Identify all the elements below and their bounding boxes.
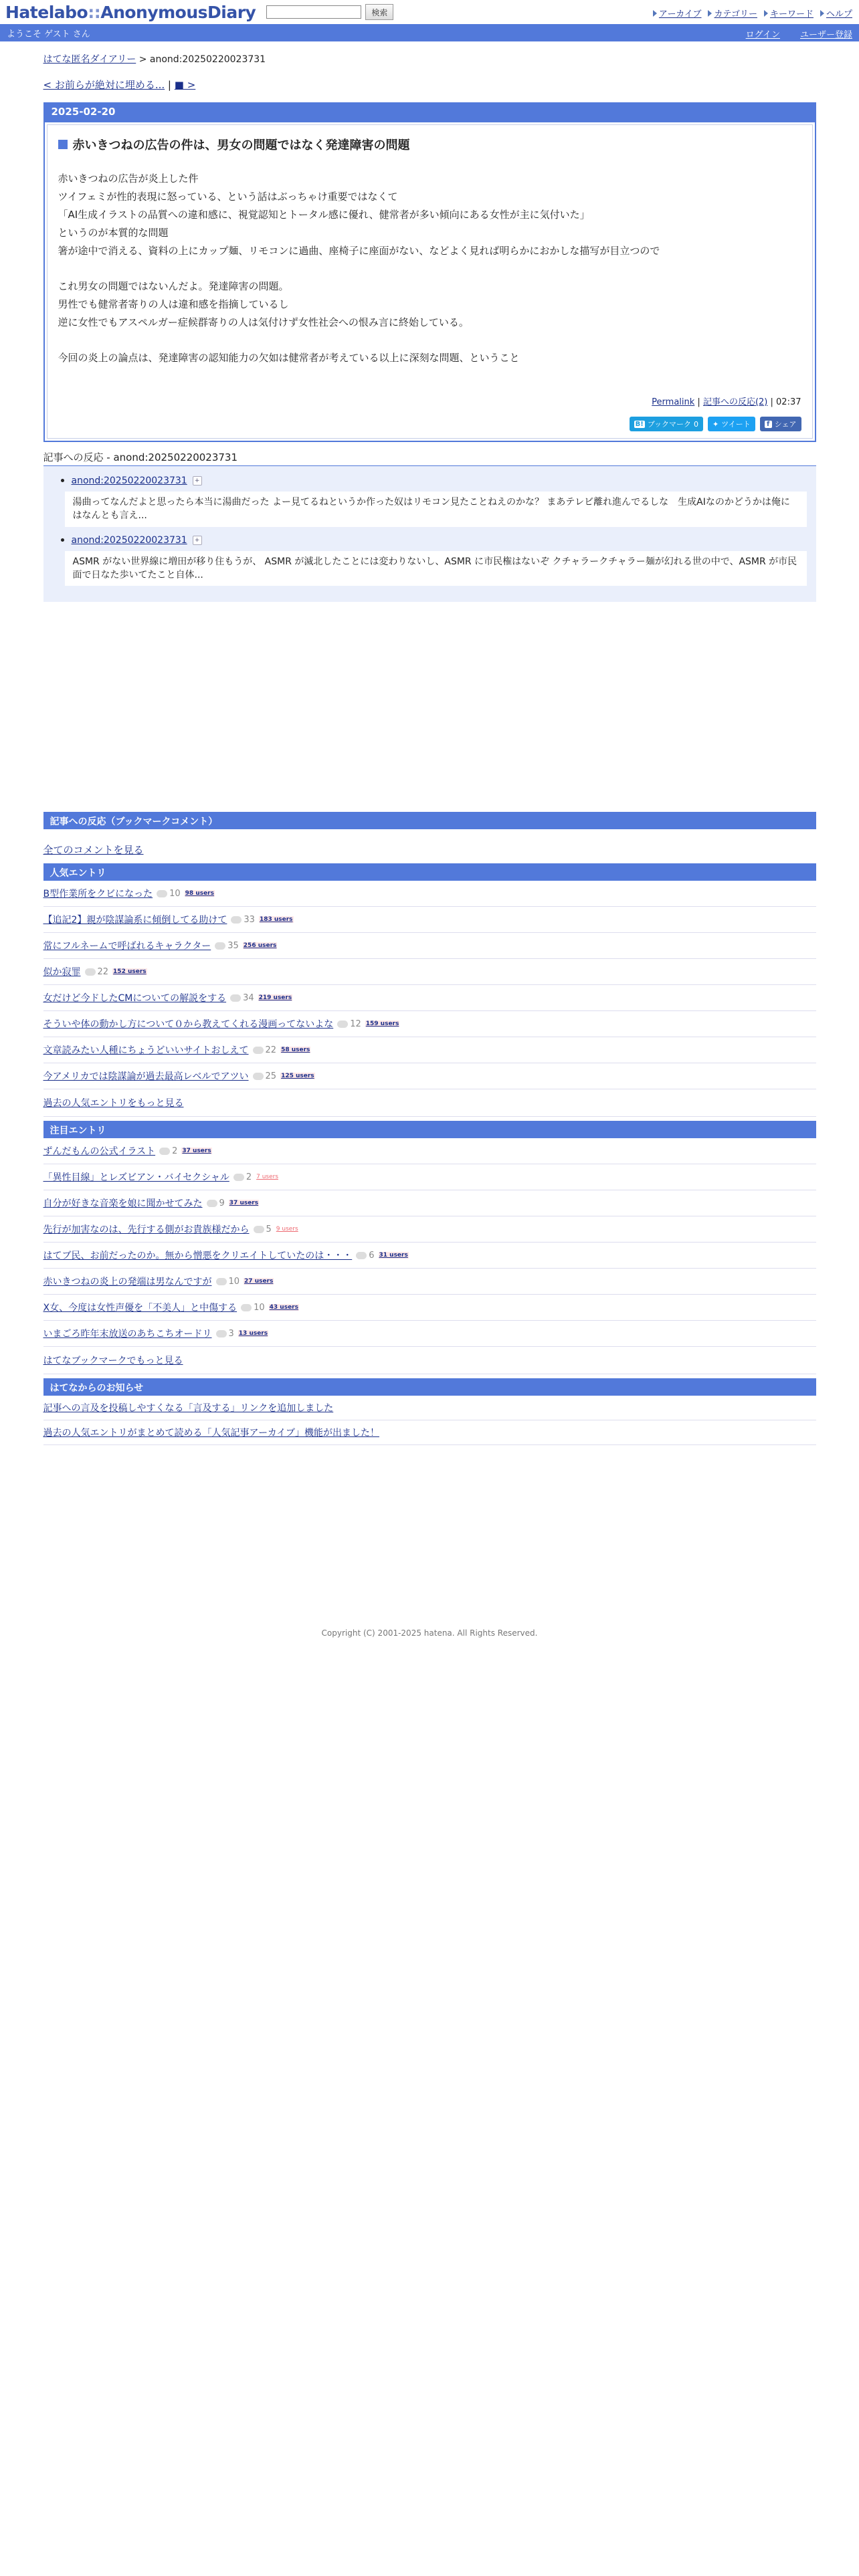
entry-paragraph: 男性でも健常者寄りの人は違和感を指摘しているし bbox=[58, 298, 289, 310]
entry-row bbox=[43, 881, 816, 907]
comment-count bbox=[253, 1071, 277, 1081]
welcome-bar bbox=[0, 24, 859, 41]
popular-more-row bbox=[43, 1089, 816, 1117]
bookmark-count: 0 bbox=[694, 419, 699, 429]
all-comments-link[interactable]: 全てのコメントを見る bbox=[43, 844, 144, 857]
nav-archive[interactable]: アーカイブ bbox=[653, 7, 702, 19]
entry-row bbox=[43, 933, 816, 959]
comment-number: 10 bbox=[169, 888, 181, 899]
users-badge[interactable]: 152 users bbox=[113, 968, 147, 976]
comment-bubble-icon bbox=[215, 942, 225, 950]
comment-number: 22 bbox=[97, 966, 109, 977]
comment-bubble-icon bbox=[216, 1278, 227, 1285]
refs-box bbox=[43, 466, 816, 602]
news-link[interactable]: 記事への言及を投稿しやすくなる「言及する」リンクを追加しました bbox=[43, 1403, 334, 1414]
entry-link[interactable]: 自分が好きな音楽を娘に聞かせてみた bbox=[43, 1198, 203, 1210]
comment-bubble-icon bbox=[337, 1021, 348, 1028]
all-comments-row bbox=[43, 843, 816, 857]
comment-bubble-icon bbox=[159, 1148, 170, 1155]
comment-bubble-icon bbox=[233, 1174, 244, 1181]
search-input[interactable] bbox=[266, 5, 361, 19]
entry-link[interactable]: 赤いきつねの炎上の発端は男なんですが bbox=[43, 1277, 212, 1288]
entry-link[interactable]: そういや体の動かし方について０から教えてくれる漫画ってないよな bbox=[43, 1019, 334, 1031]
ref-link[interactable]: • anond:20250220023731 bbox=[71, 475, 187, 486]
users-badge[interactable]: 256 users bbox=[243, 942, 277, 950]
news-item bbox=[43, 1420, 816, 1445]
comment-bubble-icon bbox=[157, 890, 167, 897]
comment-count bbox=[253, 1045, 277, 1055]
ad-space bbox=[43, 602, 816, 812]
entry-link[interactable]: はてブ民、お前だったのか。無から憎悪をクリエイトしていたのは・・・ bbox=[43, 1251, 353, 1262]
comment-number: 2 bbox=[246, 1172, 252, 1182]
entry-paragraph bbox=[58, 262, 801, 276]
entry-row bbox=[43, 985, 816, 1011]
logo-sub: AnonymousDiary bbox=[100, 2, 256, 22]
news-heading: はてなからのお知らせ bbox=[43, 1378, 816, 1396]
comment-bubble-icon bbox=[254, 1226, 264, 1233]
users-badge[interactable]: 37 users bbox=[229, 1200, 259, 1207]
ref-snippet: 湯曲ってなんだよと思ったら本当に湯曲だった よー見てるねというか作った奴はリモコン見たことねえのかな？ まあテレビ離れ進んでるしな 生成AIなのかどうかは俺にはなんとも言え... bbox=[65, 492, 807, 527]
comment-number: 34 bbox=[243, 992, 254, 1003]
news-item bbox=[43, 1396, 816, 1420]
logo-main: Hatelabo bbox=[5, 2, 88, 22]
users-badge[interactable]: 125 users bbox=[281, 1073, 314, 1080]
pager-prev[interactable]: < お前らが絶対に埋める... bbox=[43, 79, 165, 91]
triangle-right-icon bbox=[708, 10, 712, 17]
entry-row bbox=[43, 1164, 816, 1190]
entry-link[interactable]: 今アメリカでは陰謀論が過去最高レベルでアツい bbox=[43, 1071, 249, 1083]
facebook-icon: f bbox=[765, 421, 772, 428]
entry-paragraph bbox=[58, 334, 801, 347]
ref-item bbox=[72, 474, 807, 527]
site-logo[interactable] bbox=[5, 3, 256, 22]
comment-bubble-icon bbox=[241, 1304, 252, 1311]
expand-icon[interactable]: + bbox=[193, 476, 202, 486]
comment-count bbox=[233, 1172, 252, 1182]
logo-colons: :: bbox=[88, 2, 101, 22]
triangle-right-icon bbox=[764, 10, 768, 17]
facebook-share-button[interactable]: f シェア bbox=[760, 417, 801, 431]
comment-bubble-icon bbox=[231, 916, 242, 924]
comment-bubble-icon bbox=[207, 1200, 217, 1207]
pager-next[interactable]: ■ > bbox=[174, 79, 196, 91]
entry-row bbox=[43, 1295, 816, 1321]
comment-count bbox=[159, 1146, 177, 1156]
entry-link[interactable]: B型作業所をクビになった bbox=[43, 889, 153, 900]
nav-help[interactable]: ヘルプ bbox=[820, 7, 852, 19]
entry-paragraph: 赤いきつねの広告が炎上した件 bbox=[58, 173, 199, 185]
main-content bbox=[43, 41, 816, 1638]
notable-more-link[interactable]: はてなブックマークでもっと見る bbox=[43, 1356, 183, 1367]
users-badge[interactable]: 13 users bbox=[238, 1330, 268, 1337]
twitter-bird-icon: ✦ bbox=[712, 419, 719, 429]
entry-link[interactable]: 【追記2】親が陰謀論系に傾倒してる助けて bbox=[43, 915, 227, 926]
entry-paragraph: 今回の炎上の論点は、発達障害の認知能力の欠如は健常者が考えている以上に深刻な問題、ということ bbox=[58, 352, 520, 364]
entry-link[interactable]: X女、今度は女性声優を「不美人」と中傷する bbox=[43, 1303, 237, 1314]
comment-count bbox=[254, 1224, 272, 1235]
pager bbox=[43, 78, 816, 92]
comment-count bbox=[215, 941, 239, 951]
comment-count bbox=[356, 1251, 374, 1261]
comment-bubble-icon bbox=[230, 994, 241, 1002]
entry-row bbox=[43, 1269, 816, 1295]
entry-row bbox=[43, 1321, 816, 1347]
users-badge[interactable]: 7 users bbox=[256, 1174, 279, 1181]
entry-link[interactable]: いまごろ昨年末放送のあちこちオードリ bbox=[43, 1329, 212, 1340]
comment-number: 12 bbox=[350, 1018, 361, 1029]
entry-title-text: 赤いきつねの広告の件は、男女の問題ではなく発達障害の問題 bbox=[72, 138, 410, 152]
entry-link[interactable]: 文章読みたい人種にちょうどいいサイトおしえて bbox=[43, 1045, 249, 1057]
popular-more-link[interactable]: 過去の人気エントリをもっと見る bbox=[43, 1098, 184, 1109]
comment-bubble-icon bbox=[216, 1330, 227, 1337]
comment-number: 10 bbox=[254, 1302, 265, 1313]
entry-body bbox=[47, 124, 813, 439]
breadcrumb-current: anond:20250220023731 bbox=[149, 54, 266, 65]
hatena-bookmark-icon: B! bbox=[635, 420, 644, 428]
entry-text bbox=[58, 172, 801, 365]
entry-row bbox=[43, 1216, 816, 1243]
entry-paragraph: ツイフェミが性的表現に怒っている、という話はぶっちゃけ重要ではなくて bbox=[58, 191, 398, 203]
comment-count bbox=[231, 915, 255, 925]
entry-time: 02:37 bbox=[776, 397, 801, 407]
register-link[interactable]: ユーザー登録 bbox=[799, 30, 852, 40]
ref-snippet: ASMR がない世界線に増田が移り住もうが、 ASMR が滅北したことには変わりないし、ASMR に市民権はないぞ クチャラークチャラー麺が幻れる世の中で、ASMR が市民面で日なた歩いてたこと自体... bbox=[65, 551, 807, 586]
comment-number: 6 bbox=[369, 1250, 375, 1261]
triangle-right-icon bbox=[820, 10, 824, 17]
nav-keyword[interactable]: キーワード bbox=[764, 7, 814, 19]
entry-paragraph: というのが本質的な問題 bbox=[58, 227, 169, 239]
entry-footer: Permalink | 記事への反応(2) | 02:37 bbox=[652, 397, 801, 407]
comment-count bbox=[241, 1303, 265, 1313]
comment-bubble-icon bbox=[356, 1252, 367, 1259]
entry-link[interactable]: ずんだもんの公式イラスト bbox=[43, 1146, 156, 1158]
notable-more-row bbox=[43, 1347, 816, 1374]
comment-number: 9 bbox=[219, 1198, 225, 1208]
entry-link[interactable]: 先行が加害なのは、先行する側がお貴族様だから bbox=[43, 1224, 250, 1236]
share-row bbox=[58, 417, 801, 431]
comment-number: 2 bbox=[172, 1146, 178, 1156]
entry-date: 2025-02-20 bbox=[45, 102, 815, 122]
entry-row bbox=[43, 1011, 816, 1037]
users-badge[interactable]: 31 users bbox=[379, 1252, 408, 1259]
breadcrumb bbox=[43, 52, 816, 66]
users-badge[interactable]: 9 users bbox=[276, 1226, 298, 1233]
breadcrumb-home[interactable]: はてな匿名ダイアリー bbox=[43, 54, 136, 65]
entry-link[interactable]: 「異性目線」とレズビアン・バイセクシャル bbox=[43, 1172, 229, 1184]
entry-link[interactable]: 似か寂罪 bbox=[43, 967, 81, 978]
comment-number: 35 bbox=[227, 940, 239, 951]
users-badge[interactable]: 43 users bbox=[269, 1304, 298, 1311]
comment-count bbox=[85, 967, 109, 977]
comment-number: 10 bbox=[228, 1276, 240, 1287]
news-link[interactable]: 過去の人気エントリがまとめて読める「人気記事アーカイブ」機能が出ました！ bbox=[43, 1428, 379, 1439]
users-badge[interactable]: 27 users bbox=[244, 1278, 274, 1285]
footer-copyright: Copyright (C) 2001-2025 hatena. All Rights Reserved. bbox=[321, 1628, 538, 1638]
expand-icon[interactable]: + bbox=[193, 536, 202, 545]
comment-number: 33 bbox=[244, 914, 255, 925]
nav-category[interactable]: カテゴリー bbox=[708, 7, 757, 19]
users-badge[interactable]: 219 users bbox=[258, 994, 292, 1002]
comment-count bbox=[337, 1019, 361, 1029]
entry-title bbox=[58, 136, 801, 153]
users-badge[interactable]: 159 users bbox=[365, 1021, 399, 1028]
entry-row bbox=[43, 1063, 816, 1089]
users-badge[interactable]: 37 users bbox=[182, 1148, 211, 1155]
login-link[interactable]: ログイン bbox=[745, 30, 780, 40]
breadcrumb-sep: > bbox=[136, 54, 150, 65]
permalink[interactable]: Permalink bbox=[652, 397, 695, 407]
popular-heading: 人気エントリ bbox=[43, 863, 816, 881]
entry-row bbox=[43, 1138, 816, 1164]
entry-row bbox=[43, 1037, 816, 1063]
entry-paragraph: 箸が途中で消える、資料の上にカップ麺、リモコンに過曲、座椅子に座面がない、などよく見れば明らかにおかしな描写が目立つので bbox=[58, 245, 660, 257]
ref-item bbox=[72, 534, 807, 586]
entry-paragraph: 「AI生成イラストの品質への違和感に、視覚認知とトータル感に優れ、健常者が多い傾向にある女性が主に気付いた」 bbox=[58, 209, 590, 221]
comment-bubble-icon bbox=[253, 1047, 264, 1054]
comment-number: 3 bbox=[228, 1328, 234, 1339]
refs-list bbox=[53, 474, 807, 586]
users-badge[interactable]: 98 users bbox=[185, 890, 214, 897]
entry-row bbox=[43, 959, 816, 985]
pager-sep: | bbox=[165, 79, 175, 91]
square-icon[interactable] bbox=[58, 140, 68, 149]
popular-list bbox=[43, 881, 816, 1089]
search-button[interactable]: 検索 bbox=[365, 4, 393, 20]
top-bar bbox=[0, 0, 859, 24]
ref-link[interactable]: • anond:20250220023731 bbox=[71, 534, 187, 546]
entry-paragraph: これ男女の問題ではないんだよ。発達障害の問題。 bbox=[58, 280, 289, 292]
entry-row bbox=[43, 1243, 816, 1269]
comment-bubble-icon bbox=[253, 1073, 264, 1080]
comment-count bbox=[157, 889, 181, 899]
entry-paragraph: 逆に女性でもアスペルガー症候群寄りの人は気付けず女性社会への恨み言に終始している。 bbox=[58, 316, 469, 328]
day-box bbox=[43, 102, 816, 442]
comment-count bbox=[230, 993, 254, 1003]
bookmark-button[interactable]: B! ブックマーク 0 bbox=[630, 417, 703, 431]
comment-count bbox=[216, 1329, 234, 1339]
entry-link[interactable]: 常にフルネームで呼ばれるキャラクター bbox=[43, 941, 211, 952]
reactions-heading: 記事への反応（ブックマークコメント） bbox=[43, 812, 816, 829]
users-badge[interactable]: 58 users bbox=[281, 1047, 310, 1054]
users-badge[interactable]: 183 users bbox=[259, 916, 293, 924]
comment-bubble-icon bbox=[85, 968, 96, 976]
comment-count bbox=[207, 1198, 225, 1208]
refs-link[interactable]: 記事への反応(2) bbox=[702, 397, 768, 407]
welcome-text: ようこそ ゲスト さん bbox=[7, 29, 90, 39]
entry-row bbox=[43, 907, 816, 933]
comment-number: 22 bbox=[265, 1045, 277, 1055]
entry-row bbox=[43, 1190, 816, 1216]
notable-list bbox=[43, 1138, 816, 1347]
entry-link[interactable]: 女だけど今ドしたCMについての解説をする bbox=[43, 993, 227, 1004]
comment-count bbox=[216, 1277, 240, 1287]
comment-number: 5 bbox=[266, 1224, 272, 1235]
triangle-right-icon bbox=[653, 10, 657, 17]
top-nav bbox=[653, 7, 852, 19]
notable-heading: 注目エントリ bbox=[43, 1121, 816, 1138]
news-list bbox=[43, 1396, 816, 1445]
tweet-button[interactable]: ✦ ツイート bbox=[708, 417, 755, 431]
refs-heading: 記事への反応 - anond:20250220023731 bbox=[43, 450, 816, 466]
comment-number: 25 bbox=[265, 1071, 277, 1081]
